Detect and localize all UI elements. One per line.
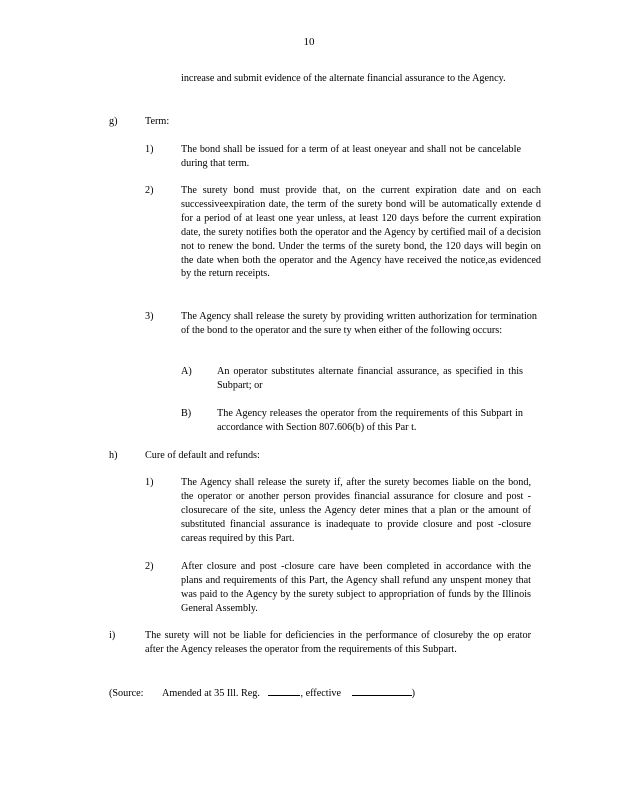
g-item-3-sub-a-text: An operator substitutes alternate financial assurance, as specified in this Subpart; or bbox=[217, 366, 523, 391]
g-item-3-sub-b-text: The Agency releases the operator from the requirements of this Subpart in accordance with Section 807.606(b) of this Par t. bbox=[217, 408, 523, 433]
f-continuation-text: increase and submit evidence of the alternate financial assurance to the Agency. bbox=[181, 73, 506, 84]
source-effective: , effective bbox=[300, 688, 342, 699]
g-item-2-label: 2) bbox=[145, 185, 154, 196]
register-volume-blank bbox=[268, 685, 300, 696]
g-item-1-label: 1) bbox=[145, 144, 154, 155]
effective-date-blank bbox=[352, 685, 412, 696]
h-item-1-label: 1) bbox=[145, 477, 154, 488]
section-i-text: The surety will not be liable for deficiencies in the performance of closureby the op erator after the Agency releases the operator from the requirements of this Subpart. bbox=[145, 630, 531, 655]
section-g-title: Term: bbox=[145, 116, 170, 127]
h-item-2-label: 2) bbox=[145, 561, 154, 572]
source-note bbox=[109, 685, 415, 701]
g-item-3-label: 3) bbox=[145, 311, 154, 322]
section-h-label: h) bbox=[109, 450, 118, 461]
source-prefix: (Source: bbox=[109, 688, 144, 699]
h-item-2-text: After closure and post -closure care have been completed in accordance with the plans and requirements of this Part, the Agency shall refund any unspent money that was paid to the Agency by the surety subject to appropriation of funds by the Illinois General Assembly. bbox=[181, 561, 531, 614]
g-item-3-sub-a-label: A) bbox=[181, 366, 192, 377]
section-i-label: i) bbox=[109, 630, 116, 641]
g-item-2-text: The surety bond must provide that, on the current expiration date and on each successiveexpiration date, the term of the surety bond will be automatically extende d for a period of at least one year unless, at least 120 days before the current expiration date, the surety notifies both the operator and the Agency by certified mail of a decision not to renew the bond. Under the terms of the surety bond, the 120 days will begin on the date when both the operator and the Agency have received the notice,as evidenced by the return receipts. bbox=[181, 185, 541, 280]
page-number: 10 bbox=[303, 36, 315, 48]
section-h-title: Cure of default and refunds: bbox=[145, 450, 260, 461]
g-item-3-sub-b-label: B) bbox=[181, 408, 192, 419]
g-item-3-text: The Agency shall release the surety by providing written authorization for termination of the bond to the operator and the sure ty when either of the following occurs: bbox=[181, 311, 537, 336]
source-amended: Amended at 35 Ill. Reg. bbox=[162, 688, 260, 699]
source-close: ) bbox=[411, 688, 415, 699]
section-g-label: g) bbox=[109, 116, 118, 127]
h-item-1-text: The Agency shall release the surety if, after the surety becomes liable on the bond, the operator or another person provides financial assurance for closure and post -closurecare of the site, unless the Agency deter mines that a plan or the amount of substituted financial assurance is inadequate to provide closure and post -closure careas required by this Part. bbox=[181, 477, 531, 544]
g-item-1-text: The bond shall be issued for a term of at least oneyear and shall not be cancelable during that term. bbox=[181, 144, 521, 169]
